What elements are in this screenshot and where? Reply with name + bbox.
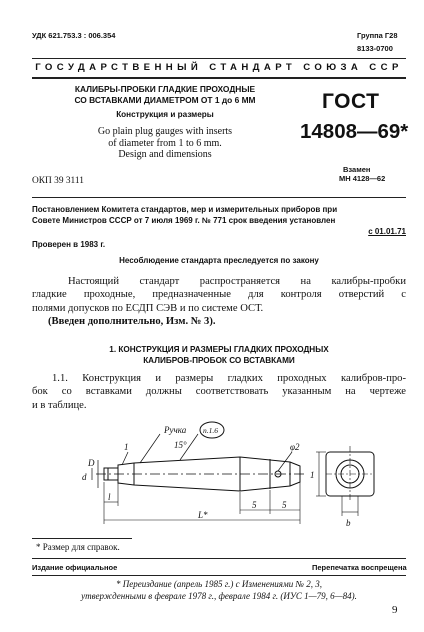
decree <box>32 204 406 237</box>
title-ru-subtitle: Конструкция и размеры <box>116 110 214 119</box>
page-number: 9 <box>392 604 398 616</box>
footnote-rule <box>32 538 132 539</box>
state-standard-banner: ГОСУДАРСТВЕННЫЙ СТАНДАРТ СОЮЗА ССР <box>35 62 403 73</box>
hole-label: φ2 <box>290 442 300 452</box>
reissue-line2: утвержденными в феврале 1978 г., феврале 1984 г. (ИУС 1—79, 6—84). <box>81 591 357 601</box>
title-ru-line1: КАЛИБРЫ-ПРОБКИ ГЛАДКИЕ ПРОХОДНЫЕ <box>74 84 256 94</box>
reissue-line1: * Переиздание (апрель 1985 г.) с Изменениями № 2, 3, <box>116 579 322 589</box>
penalty-notice: Несоблюдение стандарта преследуется по закону <box>119 256 319 265</box>
title-en-line3: Design and dimensions <box>118 149 212 161</box>
section1-line3: и в таблице. <box>32 399 87 411</box>
okp-number: ОКП 39 3111 <box>32 176 84 186</box>
title-en-line2: of diameter from 1 to 6 mm. <box>108 137 222 149</box>
section1-paragraph <box>32 372 406 412</box>
decree-effective-date: с 01.01.71 <box>368 227 406 236</box>
d-label: d <box>82 472 87 482</box>
gost-label: ГОСТ <box>322 90 380 113</box>
one-left-label: 1 <box>124 442 129 452</box>
L-label: L* <box>198 510 208 520</box>
end-view <box>316 446 374 516</box>
replaces-label: Взамен <box>343 165 371 174</box>
replaces-value: МН 4128—62 <box>339 174 386 183</box>
intro-paragraph <box>32 275 406 329</box>
section1-line1: 1.1. Конструкция и размеры гладких проходных калибров-про- <box>52 373 406 384</box>
title-ru-line2: СО ВСТАВКАМИ ДИАМЕТРОМ ОТ 1 до 6 ММ <box>74 95 256 105</box>
official-edition: Издание официальное <box>32 563 118 572</box>
reprint-banned: Перепечатка воспрещена <box>312 563 407 572</box>
header-rule-top <box>32 58 406 59</box>
one-right-label: 1 <box>310 470 315 480</box>
udk-code: УДК 621.753.3 : 006.354 <box>32 31 116 40</box>
five-a-label: 5 <box>252 500 257 510</box>
b-label: b <box>346 518 351 528</box>
five-b-label: 5 <box>282 500 287 510</box>
group-code: Группа Г28 <box>357 31 398 40</box>
intro-amendment: (Введен дополнительно, Изм. № 3). <box>48 316 216 328</box>
header-rule-bottom <box>32 77 406 79</box>
intro-line3: полями допусков по ЕСДП СЭВ и по системе ОСТ. <box>32 302 264 314</box>
decree-rule <box>32 197 406 198</box>
checked-year: Проверен в 1983 г. <box>32 240 106 249</box>
section1-line2: бок со вставками должны соответствовать указанным на чертеже <box>32 386 406 398</box>
angle-label: 15° <box>174 440 187 450</box>
reissue-note <box>32 578 406 602</box>
handle-label: Ручка <box>164 425 187 435</box>
decree-line1: Постановлением Комитета стандартов, мер и измерительных приборов при <box>32 205 338 214</box>
plug-gauge-drawing <box>60 416 400 536</box>
title-en <box>30 126 300 161</box>
gost-number: 14808—69* <box>300 120 409 143</box>
section1-title <box>32 344 406 366</box>
l-label: l <box>108 492 111 502</box>
intro-line2: гладкие проходные, предназначенные для контроля отверстий с <box>32 289 406 301</box>
decree-line2: Совете Министров СССР от 7 июля 1969 г. № 771 срок введения установлен <box>32 216 336 225</box>
intro-line1: Настоящий стандарт распространяется на калибры-пробки <box>68 276 406 287</box>
footer-rule-top <box>32 558 406 559</box>
section1-title-line2: КАЛИБРОВ-ПРОБОК СО ВСТАВКАМИ <box>143 356 295 365</box>
D-label: D <box>88 458 95 468</box>
title-en-line1: Go plain plug gauges with inserts <box>97 126 233 137</box>
footnote: * Размер для справок. <box>36 542 120 552</box>
okp-code: 8133-0700 <box>357 44 393 53</box>
section1-title-line1: 1. КОНСТРУКЦИЯ И РАЗМЕРЫ ГЛАДКИХ ПРОХОДНЫХ <box>109 345 329 354</box>
footer-rule-bottom <box>32 575 406 576</box>
title-ru <box>30 84 300 106</box>
marker-label: п.1.6 <box>203 426 218 435</box>
